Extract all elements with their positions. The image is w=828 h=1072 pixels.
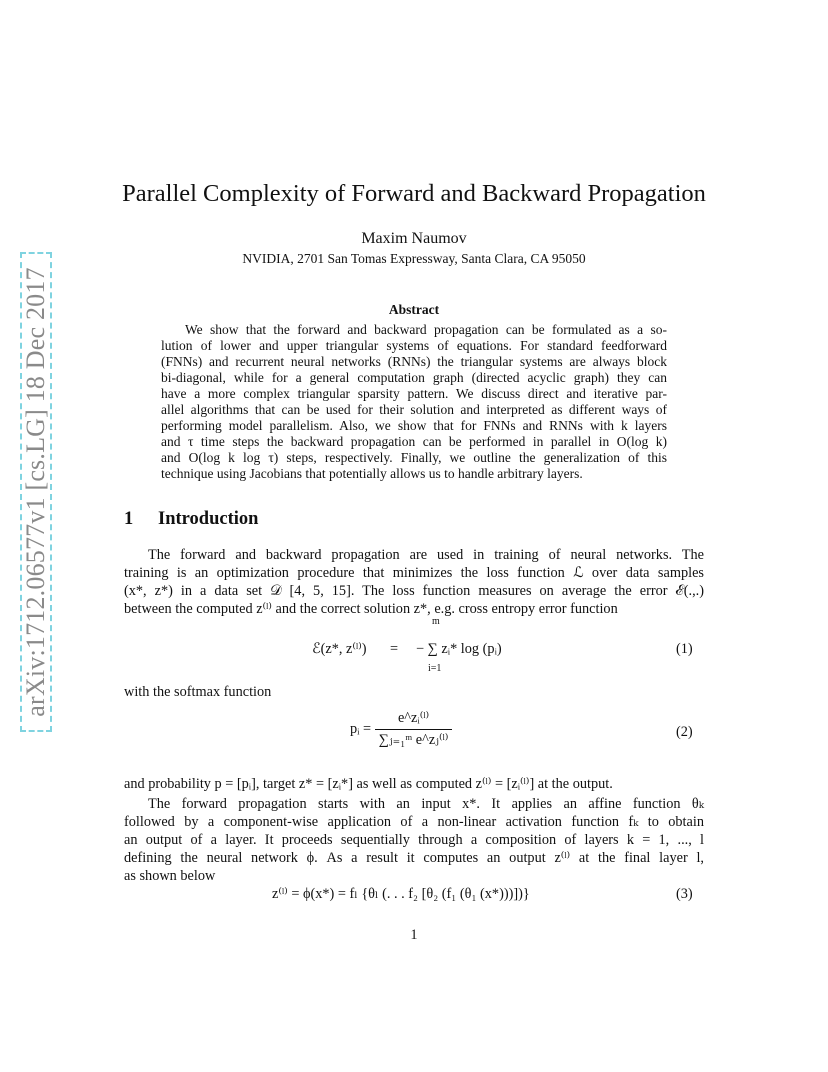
body-line: with the softmax function	[124, 684, 272, 700]
equation-3: z⁽ˡ⁾ = ϕ(x*) = fₗ {θₗ (. . . f₂ [θ₂ (f₁ (θ₁ (x*)))])}	[272, 886, 530, 902]
equation-2-denominator: ∑ⱼ₌₁ᵐ e^zⱼ⁽ˡ⁾	[378, 732, 449, 748]
equation-1-sum-upper: m	[432, 616, 440, 627]
equation-3-number: (3)	[676, 886, 693, 902]
equation-2-lhs: pᵢ =	[350, 720, 372, 737]
body-line: followed by a component-wise application of a non-linear activation function fₖ to obtain	[124, 814, 704, 830]
author-name: Maxim Naumov	[361, 230, 467, 247]
abstract-line: We show that the forward and backward propagation can be formulated as a so-	[185, 322, 667, 337]
abstract-line: allel algorithms that can be used for their solution and interpreted as different ways of	[161, 402, 667, 417]
abstract-line: lution of lower and upper triangular systems of equations. For standard feedforward	[161, 338, 667, 353]
equation-2	[350, 710, 452, 749]
abstract-line: and τ time steps the backward propagation can be performed in parallel in O(log k)	[161, 434, 667, 449]
body-line: training is an optimization procedure that minimizes the loss function ℒ over data samples	[124, 565, 704, 581]
abstract-line: and O(log k log τ) steps, respectively. Finally, we outline the generalization of this	[161, 450, 667, 465]
body-line: defining the neural network ϕ. As a result it computes an output z⁽ˡ⁾ at the final layer l,	[124, 850, 704, 866]
abstract-line: technique using Jacobians that potentially allows us to handle arbitrary layers.	[161, 466, 583, 481]
abstract-line: (FNNs) and recurrent neural networks (RNNs) the triangular systems are always block	[161, 354, 667, 369]
section-title: Introduction	[158, 509, 259, 529]
equation-2-numerator: e^zᵢ⁽ˡ⁾	[375, 710, 453, 730]
arxiv-stamp	[20, 252, 52, 732]
abstract-line: have a more complex triangular sparsity pattern. We discuss direct and iterative par-	[161, 386, 667, 401]
abstract-heading: Abstract	[388, 302, 440, 317]
equation-2-number: (2)	[676, 724, 693, 740]
equation-1-equals: =	[390, 641, 399, 657]
body-line: and probability p = [pᵢ], target z* = [zᵢ*] as well as computed z⁽ˡ⁾ = [zᵢ⁽ˡ⁾] at the output.	[124, 776, 613, 792]
equation-1-rhs: − ∑ zᵢ* log (pᵢ)	[416, 641, 502, 657]
equation-2-fraction	[375, 710, 453, 749]
section-number: 1	[124, 509, 134, 529]
equation-1-number: (1)	[676, 641, 693, 657]
body-line: an output of a layer. It proceeds sequentially through a composition of layers k = 1, ..., l	[124, 832, 704, 848]
body-line: as shown below	[124, 868, 216, 884]
body-line: (x*, z*) in a data set 𝒟 [4, 5, 15]. The loss function measures on average the error ℰ(.,.)	[124, 583, 704, 599]
author-affiliation: NVIDIA, 2701 San Tomas Expressway, Santa Clara, CA 95050	[242, 251, 586, 266]
abstract-line: bi-diagonal, while for a general computation graph (directed acyclic graph) they can	[161, 370, 667, 385]
equation-1-sum-lower: i=1	[428, 663, 442, 674]
arxiv-identifier: arXiv:1712.06577v1 [cs.LG] 18 Dec 2017	[21, 267, 50, 717]
section-heading	[124, 509, 258, 530]
paper-title: Parallel Complexity of Forward and Backward Propagation	[122, 180, 706, 207]
abstract-line: performing model parallelism. Also, we show that for FNNs and RNNs with k layers	[161, 418, 667, 433]
equation-1-lhs: ℰ(z*, z⁽ˡ⁾)	[312, 641, 367, 657]
body-line: The forward and backward propagation are used in training of neural networks. The	[148, 547, 704, 563]
page-number: 1	[410, 927, 418, 943]
body-line: between the computed z⁽ˡ⁾ and the correct solution z*, e.g. cross entropy error function	[124, 601, 618, 617]
body-line: The forward propagation starts with an input x*. It applies an affine function θₖ	[148, 796, 704, 812]
